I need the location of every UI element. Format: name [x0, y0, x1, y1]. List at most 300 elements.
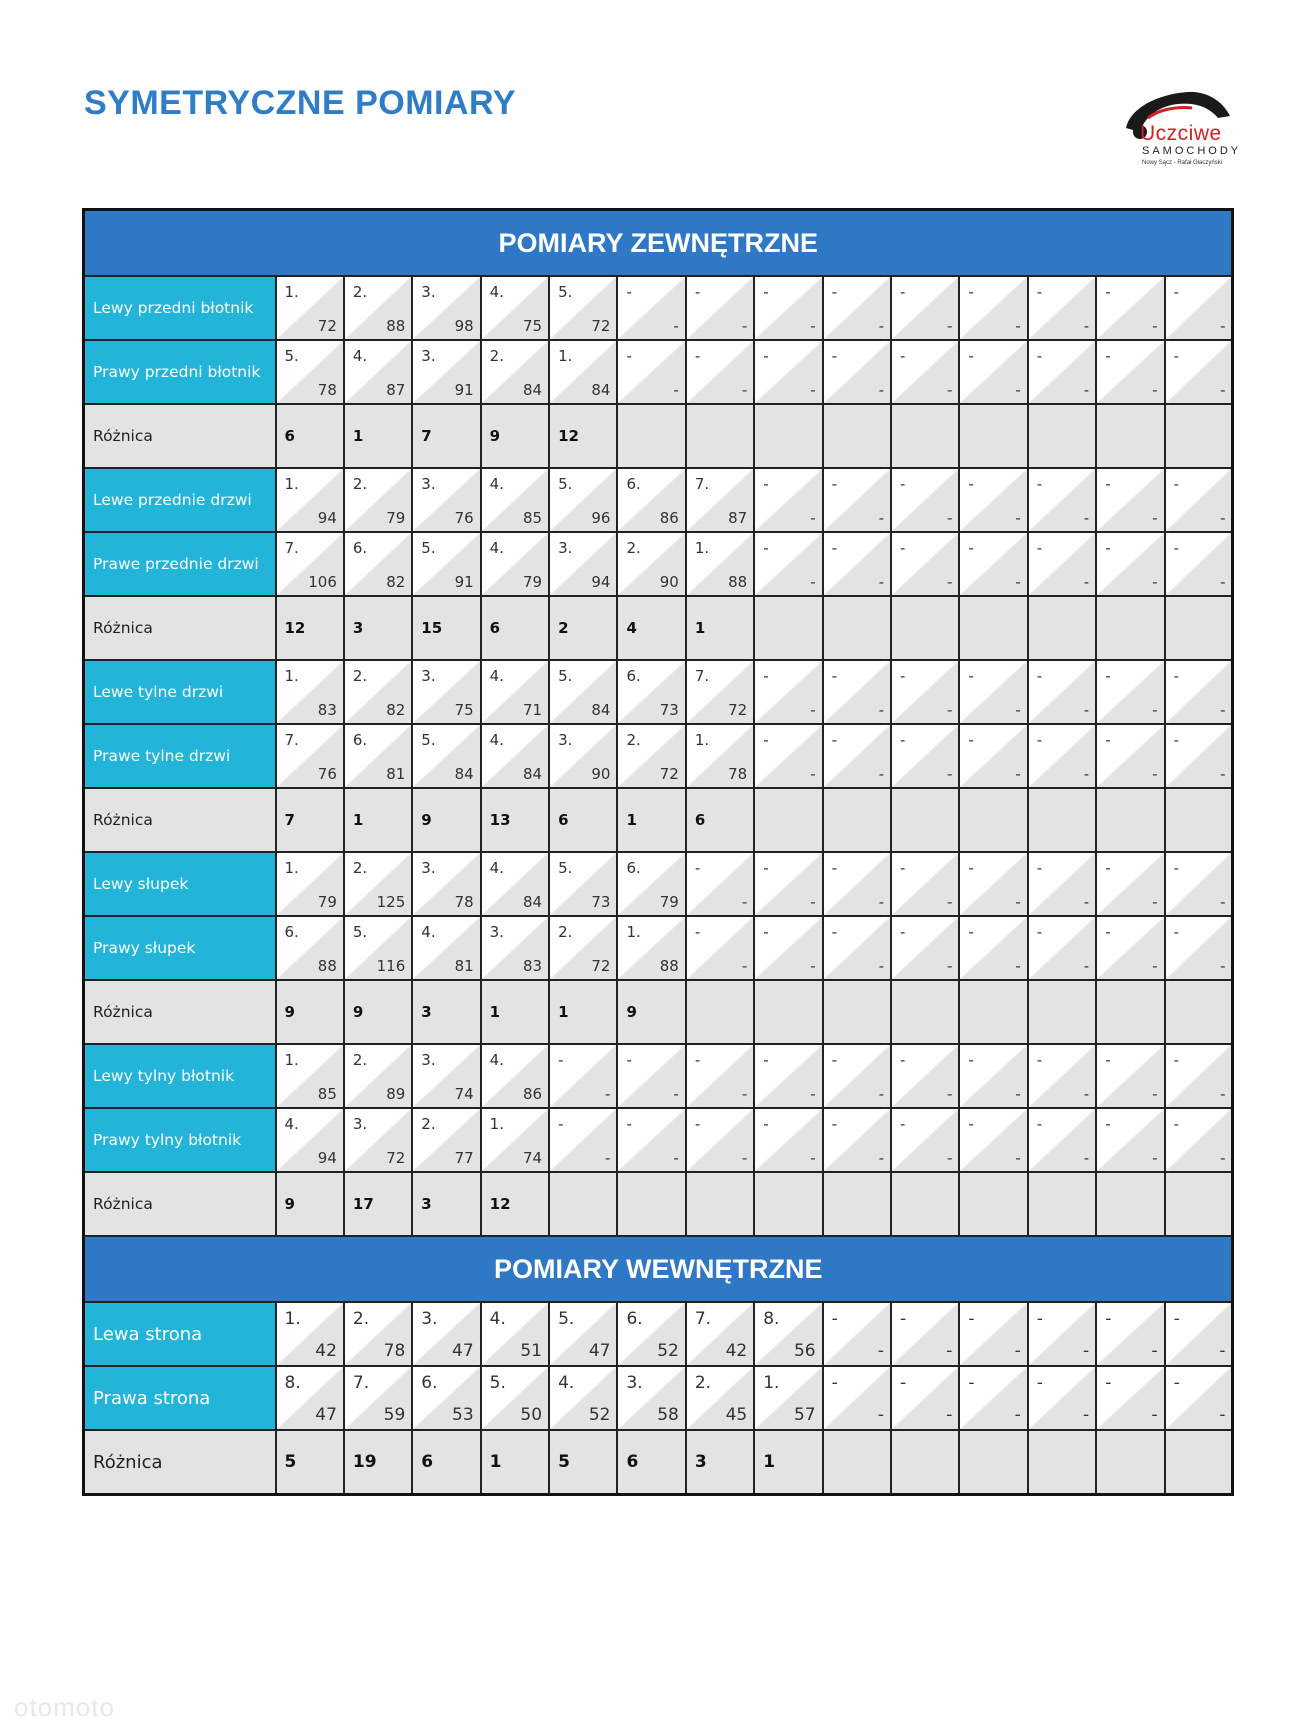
measurement-cell	[617, 724, 685, 788]
measurement-cell	[276, 468, 344, 532]
cell-index: 2.	[489, 347, 504, 365]
cell-value: 88	[317, 957, 337, 975]
cell-index: 4.	[284, 1115, 299, 1133]
row-label: Prawe przednie drzwi	[84, 532, 276, 596]
difference-label: Różnica	[84, 980, 276, 1044]
difference-row	[84, 980, 1233, 1044]
measurement-cell	[549, 1108, 617, 1172]
cell-index: -	[1036, 1309, 1043, 1329]
measurement-cell	[1028, 468, 1096, 532]
difference-value: 9	[481, 404, 549, 468]
measurement-cell	[481, 660, 549, 724]
measurement-cell	[1028, 340, 1096, 404]
cell-index: 1.	[284, 1051, 299, 1069]
measurement-row	[84, 660, 1233, 724]
measurement-cell	[1165, 1044, 1233, 1108]
cell-value: 78	[454, 893, 474, 911]
measurement-cell	[754, 916, 822, 980]
cell-value: 82	[386, 573, 406, 591]
difference-value: 1	[344, 404, 412, 468]
cell-index: -	[1173, 475, 1179, 493]
cell-value: -	[1152, 1149, 1158, 1167]
measurement-cell	[617, 1366, 685, 1430]
difference-value	[754, 404, 822, 468]
difference-value	[1165, 1172, 1233, 1236]
cell-value: -	[1015, 957, 1021, 975]
measurement-cell	[1165, 532, 1233, 596]
measurement-cell	[1096, 660, 1164, 724]
cell-index: -	[1105, 1309, 1112, 1329]
cell-value: -	[1083, 701, 1090, 719]
measurement-cell	[617, 276, 685, 340]
difference-value: 1	[617, 788, 685, 852]
cell-value: -	[877, 1341, 885, 1361]
difference-value: 12	[549, 404, 617, 468]
measurement-cell	[1096, 1108, 1164, 1172]
cell-value: -	[878, 509, 885, 527]
cell-value: 73	[659, 701, 679, 719]
cell-value: 125	[376, 893, 406, 911]
measurement-cell	[891, 852, 959, 916]
cell-value: 71	[522, 701, 543, 719]
cell-value: -	[1015, 509, 1021, 527]
cell-value: 94	[317, 509, 337, 527]
cell-value: 76	[454, 509, 474, 527]
cell-value: 73	[591, 893, 611, 911]
cell-index: 4.	[421, 923, 436, 941]
measurement-cell	[344, 340, 412, 404]
measurement-cell	[1096, 276, 1164, 340]
measurement-cell	[344, 916, 412, 980]
measurement-cell	[344, 1366, 412, 1430]
cell-index: -	[831, 923, 838, 941]
measurement-cell	[823, 916, 891, 980]
measurement-cell	[959, 1302, 1027, 1366]
measurement-cell	[754, 1302, 822, 1366]
cell-index: -	[1173, 539, 1179, 557]
cell-index: -	[831, 859, 838, 877]
cell-index: 3.	[558, 731, 573, 749]
cell-index: -	[763, 731, 769, 749]
cell-index: -	[968, 1373, 975, 1393]
difference-value: 3	[686, 1430, 754, 1495]
difference-value	[959, 980, 1027, 1044]
measurement-cell	[481, 1302, 549, 1366]
measurement-cell	[959, 660, 1027, 724]
cell-value: -	[878, 381, 885, 399]
row-label: Prawa strona	[84, 1366, 276, 1430]
measurement-cell	[344, 852, 412, 916]
measurement-cell	[959, 724, 1027, 788]
cell-value: -	[1220, 765, 1226, 783]
measurement-cell	[617, 916, 685, 980]
cell-value: -	[1220, 957, 1226, 975]
difference-value	[823, 1172, 891, 1236]
cell-index: 4.	[489, 859, 504, 877]
cell-value: -	[1151, 1405, 1158, 1425]
difference-value	[891, 980, 959, 1044]
difference-label: Różnica	[84, 1430, 276, 1495]
measurement-cell	[412, 1108, 480, 1172]
cell-index: 7.	[694, 475, 710, 493]
difference-value: 1	[754, 1430, 822, 1495]
cell-value: -	[1220, 317, 1226, 335]
cell-value: -	[1083, 1405, 1090, 1425]
cell-index: 6.	[352, 731, 368, 749]
cell-value: -	[1220, 509, 1226, 527]
cell-index: -	[626, 347, 632, 365]
cell-value: 75	[454, 701, 474, 719]
cell-value: -	[946, 1341, 953, 1361]
measurement-cell	[1096, 340, 1164, 404]
measurement-cell	[754, 1044, 822, 1108]
cell-value: 53	[452, 1405, 474, 1425]
difference-value	[754, 788, 822, 852]
measurement-cell	[276, 1302, 344, 1366]
section-title: POMIARY ZEWNĘTRZNE	[84, 210, 1233, 277]
measurement-cell	[1028, 1108, 1096, 1172]
section-title: POMIARY WEWNĘTRZNE	[84, 1236, 1233, 1302]
cell-value: -	[605, 1085, 611, 1103]
difference-value: 6	[549, 788, 617, 852]
cell-index: -	[626, 1051, 632, 1069]
cell-value: 77	[454, 1149, 474, 1167]
measurement-cell	[823, 852, 891, 916]
cell-value: -	[1083, 573, 1090, 591]
difference-value	[823, 404, 891, 468]
cell-index: 2.	[352, 1051, 368, 1069]
cell-value: 74	[522, 1149, 543, 1167]
cell-index: -	[831, 283, 838, 301]
cell-value: 56	[793, 1341, 816, 1361]
cell-value: -	[1152, 381, 1158, 399]
cell-index: 1.	[284, 859, 299, 877]
cell-value: 50	[520, 1405, 543, 1425]
cell-index: 4.	[489, 475, 504, 493]
cell-index: 2.	[352, 1309, 370, 1329]
cell-index: -	[1173, 1051, 1179, 1069]
cell-index: -	[763, 923, 769, 941]
measurement-cell	[412, 468, 480, 532]
cell-index: -	[968, 1115, 974, 1133]
cell-index: 5.	[558, 859, 573, 877]
cell-value: -	[1151, 1341, 1158, 1361]
cell-value: -	[946, 509, 953, 527]
cell-value: -	[878, 957, 885, 975]
cell-index: 4.	[489, 283, 504, 301]
measurement-cell	[276, 532, 344, 596]
difference-value	[1165, 1430, 1233, 1495]
measurement-cell	[959, 1366, 1027, 1430]
measurement-cell	[1096, 468, 1164, 532]
cell-index: -	[1173, 667, 1179, 685]
difference-value: 19	[344, 1430, 412, 1495]
measurement-cell	[959, 1108, 1027, 1172]
cell-index: 2.	[352, 475, 368, 493]
cell-value: -	[878, 1085, 885, 1103]
cell-value: 84	[454, 765, 474, 783]
cell-value: 86	[659, 509, 679, 527]
measurement-cell	[1028, 1044, 1096, 1108]
row-label: Lewa strona	[84, 1302, 276, 1366]
measurement-cell	[1028, 724, 1096, 788]
cell-value: -	[1083, 765, 1090, 783]
cell-value: -	[1083, 957, 1090, 975]
cell-value: -	[741, 381, 748, 399]
cell-value: 90	[591, 765, 611, 783]
cell-value: 83	[317, 701, 337, 719]
cell-value: 84	[591, 701, 611, 719]
cell-index: -	[694, 1051, 701, 1069]
difference-value	[891, 1172, 959, 1236]
row-label: Lewe tylne drzwi	[84, 660, 276, 724]
cell-value: 75	[522, 317, 543, 335]
difference-value: 9	[617, 980, 685, 1044]
section-header-row	[84, 1236, 1233, 1302]
measurement-cell	[1096, 724, 1164, 788]
row-label: Lewy przedni błotnik	[84, 276, 276, 340]
measurement-cell	[1028, 1302, 1096, 1366]
cell-value: -	[1015, 893, 1021, 911]
difference-value: 3	[412, 1172, 480, 1236]
measurement-cell	[344, 1108, 412, 1172]
cell-index: -	[763, 283, 769, 301]
cell-index: 7.	[352, 1373, 370, 1393]
measurement-cell	[959, 532, 1027, 596]
cell-value: -	[810, 701, 816, 719]
measurement-cell	[686, 532, 754, 596]
cell-index: -	[558, 1051, 564, 1069]
cell-value: -	[1152, 573, 1158, 591]
difference-value	[1165, 404, 1233, 468]
measurement-cell	[823, 724, 891, 788]
cell-index: -	[1173, 347, 1179, 365]
measurement-cell	[549, 340, 617, 404]
cell-index: -	[1105, 283, 1111, 301]
cell-index: -	[694, 283, 701, 301]
measurement-cell	[549, 660, 617, 724]
cell-index: 7.	[694, 1309, 712, 1329]
cell-value: 84	[591, 381, 611, 399]
cell-value: 58	[657, 1405, 679, 1425]
cell-value: -	[1152, 317, 1158, 335]
measurement-row	[84, 1044, 1233, 1108]
cell-value: 51	[520, 1341, 543, 1361]
measurement-cell	[959, 276, 1027, 340]
logo-brand: Uczciwe	[1140, 122, 1222, 145]
cell-value: 84	[522, 765, 543, 783]
cell-value: -	[946, 1149, 953, 1167]
cell-index: 8.	[284, 1373, 301, 1393]
cell-value: 91	[454, 573, 474, 591]
measurement-cell	[686, 852, 754, 916]
cell-index: -	[1173, 283, 1179, 301]
measurement-cell	[344, 1302, 412, 1366]
cell-value: 72	[659, 765, 679, 783]
cell-value: -	[1015, 1085, 1021, 1103]
difference-value	[891, 404, 959, 468]
cell-index: -	[763, 859, 769, 877]
cell-index: -	[900, 1373, 907, 1393]
cell-value: 87	[728, 509, 748, 527]
cell-index: -	[1036, 667, 1043, 685]
cell-index: 2.	[352, 859, 368, 877]
cell-index: -	[900, 539, 906, 557]
difference-value	[1165, 788, 1233, 852]
cell-value: -	[810, 957, 816, 975]
cell-index: 7.	[694, 667, 710, 685]
difference-value	[1028, 404, 1096, 468]
measurement-cell	[1096, 532, 1164, 596]
difference-value: 7	[412, 404, 480, 468]
cell-value: -	[810, 1085, 816, 1103]
cell-value: -	[878, 1149, 885, 1167]
cell-value: -	[673, 1085, 679, 1103]
difference-value: 7	[276, 788, 344, 852]
cell-index: 4.	[558, 1373, 575, 1393]
difference-value	[1028, 1430, 1096, 1495]
cell-value: 72	[317, 317, 337, 335]
difference-row	[84, 404, 1233, 468]
measurement-cell	[276, 276, 344, 340]
measurement-cell	[481, 532, 549, 596]
cell-index: 2.	[352, 667, 368, 685]
measurement-cell	[1165, 852, 1233, 916]
difference-value: 9	[276, 980, 344, 1044]
difference-value	[959, 596, 1027, 660]
cell-index: 6.	[352, 539, 368, 557]
cell-value: -	[741, 317, 748, 335]
cell-index: 2.	[352, 283, 368, 301]
cell-index: 4.	[489, 539, 504, 557]
measurement-row	[84, 1366, 1233, 1430]
measurement-cell	[481, 468, 549, 532]
cell-value: 76	[317, 765, 337, 783]
cell-value: -	[741, 893, 748, 911]
measurement-cell	[481, 1108, 549, 1172]
cell-value: -	[1014, 1405, 1021, 1425]
difference-value: 9	[344, 980, 412, 1044]
measurement-cell	[276, 660, 344, 724]
cell-value: 94	[591, 573, 611, 591]
cell-index: 1.	[489, 1115, 504, 1133]
cell-value: -	[946, 1085, 953, 1103]
row-label: Prawe tylne drzwi	[84, 724, 276, 788]
measurement-cell	[549, 532, 617, 596]
cell-index: 1.	[284, 475, 299, 493]
cell-index: -	[694, 859, 701, 877]
cell-value: 78	[383, 1341, 406, 1361]
difference-value: 13	[481, 788, 549, 852]
measurement-cell	[481, 916, 549, 980]
measurement-cell	[823, 532, 891, 596]
cell-index: -	[1173, 731, 1179, 749]
cell-value: -	[741, 957, 748, 975]
difference-value: 6	[481, 596, 549, 660]
cell-value: -	[1083, 1085, 1090, 1103]
difference-value	[754, 980, 822, 1044]
measurement-cell	[481, 852, 549, 916]
cell-value: -	[1083, 381, 1090, 399]
cell-value: -	[946, 573, 953, 591]
measurement-cell	[891, 468, 959, 532]
measurement-cell	[891, 1044, 959, 1108]
difference-value	[1165, 596, 1233, 660]
difference-row	[84, 1172, 1233, 1236]
cell-value: -	[1220, 381, 1226, 399]
measurement-cell	[1165, 468, 1233, 532]
cell-value: 91	[454, 381, 474, 399]
measurement-cell	[686, 724, 754, 788]
cell-index: 1.	[694, 539, 710, 557]
measurement-cell	[276, 1366, 344, 1430]
cell-value: -	[673, 1149, 679, 1167]
cell-index: 2.	[626, 539, 641, 557]
measurement-cell	[754, 660, 822, 724]
measurement-cell	[549, 276, 617, 340]
cell-value: 98	[454, 317, 474, 335]
measurement-cell	[549, 468, 617, 532]
cell-index: -	[900, 283, 906, 301]
difference-value: 9	[412, 788, 480, 852]
cell-value: -	[1083, 1341, 1090, 1361]
measurement-cell	[891, 724, 959, 788]
cell-index: -	[900, 859, 906, 877]
cell-index: 5.	[558, 667, 573, 685]
cell-value: -	[1220, 573, 1226, 591]
measurement-row	[84, 276, 1233, 340]
cell-index: -	[968, 1051, 974, 1069]
cell-value: 79	[659, 893, 679, 911]
row-label: Prawy przedni błotnik	[84, 340, 276, 404]
cell-index: 1.	[626, 923, 641, 941]
cell-index: -	[1036, 283, 1043, 301]
cell-index: -	[968, 923, 974, 941]
measurement-cell	[754, 724, 822, 788]
measurement-cell	[481, 1044, 549, 1108]
cell-value: 86	[522, 1085, 543, 1103]
measurement-cell	[344, 724, 412, 788]
measurement-cell	[276, 1044, 344, 1108]
cell-index: -	[900, 347, 906, 365]
difference-label: Różnica	[84, 596, 276, 660]
cell-index: 6.	[626, 1309, 643, 1329]
cell-index: -	[694, 923, 701, 941]
difference-value	[754, 596, 822, 660]
cell-value: -	[1152, 509, 1158, 527]
measurement-cell	[344, 276, 412, 340]
cell-index: -	[831, 1051, 838, 1069]
difference-row	[84, 596, 1233, 660]
cell-value: 74	[454, 1085, 474, 1103]
measurement-cell	[686, 468, 754, 532]
cell-index: 7.	[284, 539, 299, 557]
cell-value: 78	[728, 765, 748, 783]
difference-row	[84, 1430, 1233, 1495]
cell-index: -	[968, 283, 974, 301]
cell-index: -	[831, 539, 838, 557]
measurement-cell	[549, 724, 617, 788]
measurement-cell	[344, 532, 412, 596]
cell-index: -	[900, 475, 906, 493]
difference-value	[1096, 596, 1164, 660]
difference-label: Różnica	[84, 788, 276, 852]
difference-label: Różnica	[84, 404, 276, 468]
difference-value	[686, 1172, 754, 1236]
measurement-cell	[412, 1302, 480, 1366]
cell-index: -	[1105, 859, 1111, 877]
measurement-cell	[891, 1302, 959, 1366]
